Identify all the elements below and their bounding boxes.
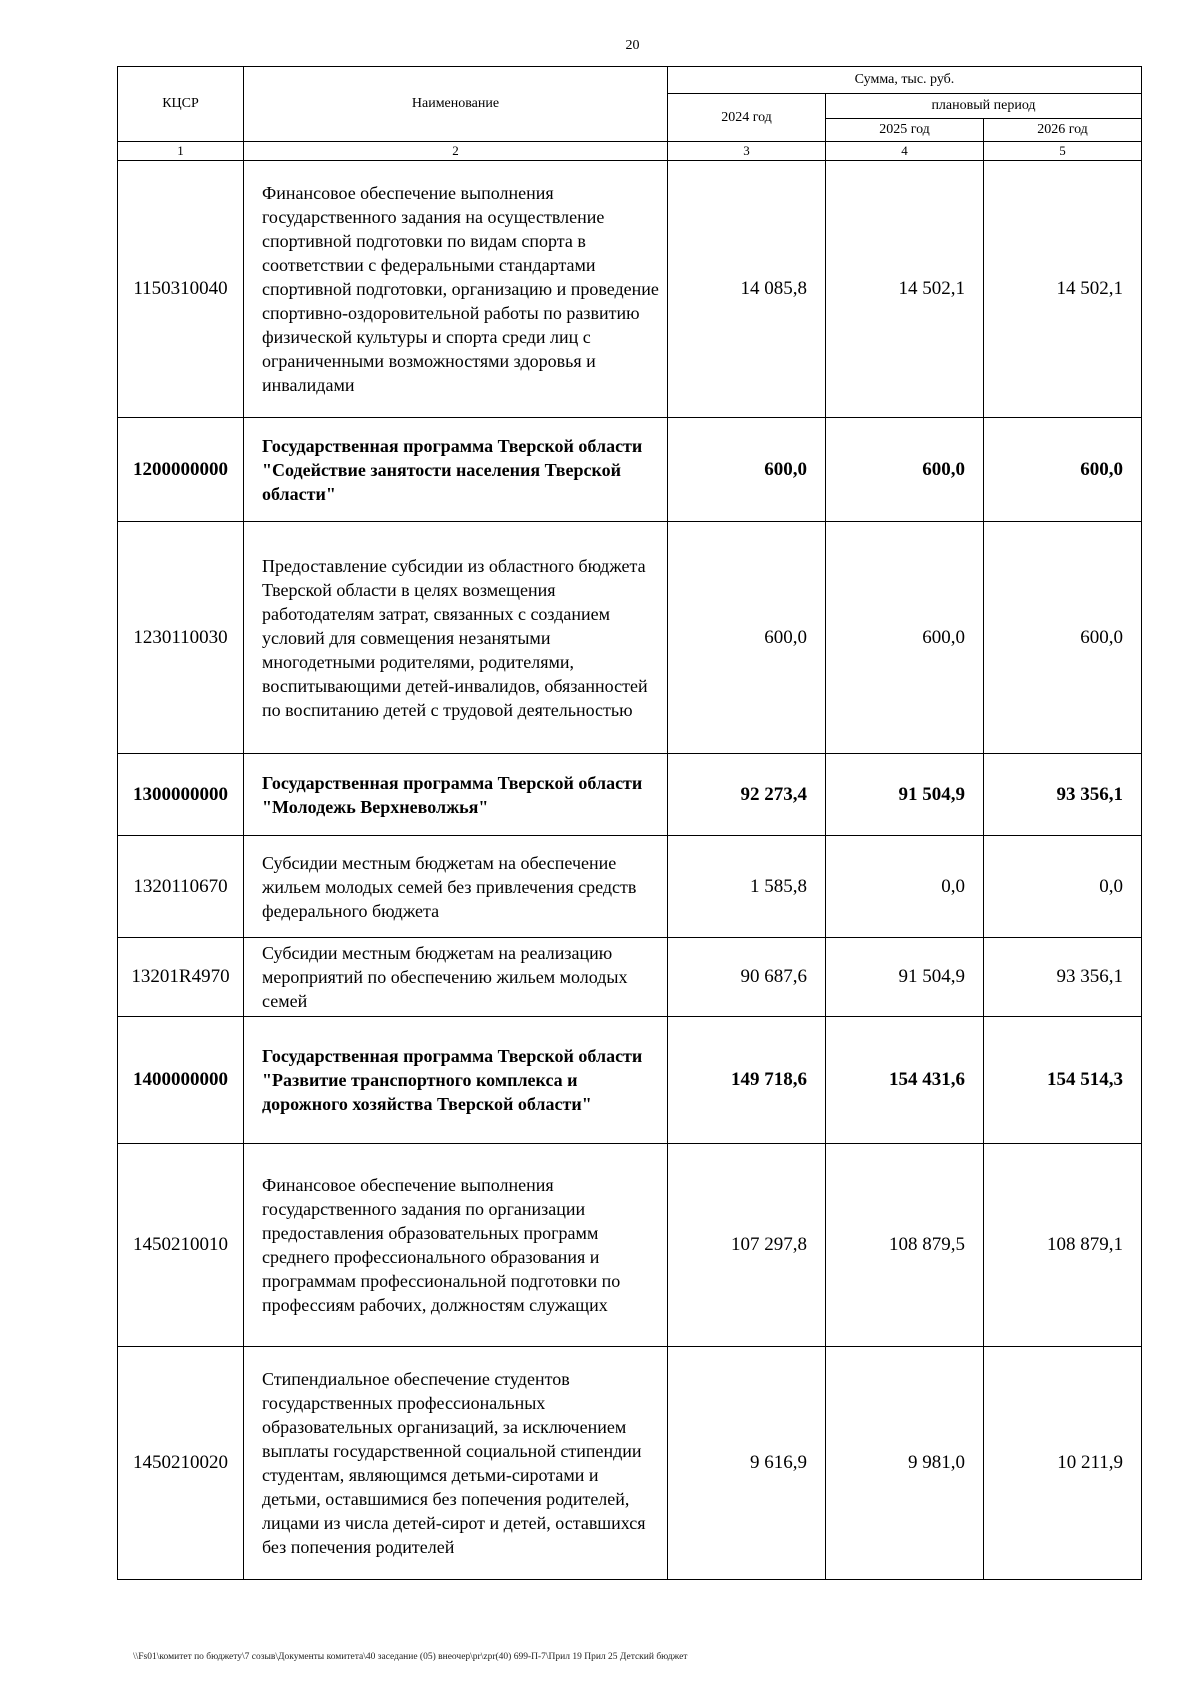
row-value-2024: 600,0 <box>668 418 826 522</box>
row-value-2025: 91 504,9 <box>826 938 984 1017</box>
row-value-2024: 14 085,8 <box>668 161 826 418</box>
column-number: 2 <box>244 142 668 161</box>
column-number: 3 <box>668 142 826 161</box>
row-value-2025: 600,0 <box>826 418 984 522</box>
row-name: Финансовое обеспечение выполнения государственного задания на осуществление спортивной подготовки по видам спорта в соответствии с федеральными стандартами спортивной подготовки, организацию и проведение спортивно-оздоровительной работы по развитию физической культуры и спорта среди лиц с ограниченными возможностями здоровья и инвалидами <box>244 161 668 418</box>
row-value-2025: 154 431,6 <box>826 1017 984 1144</box>
row-name: Стипендиальное обеспечение студентов государственных профессиональных образовательных организаций, за исключением выплаты государственной социальной стипендии студентам, являющимся детьми-сиротами и детьми, оставшимися без попечения родителей, лицами из числа детей-сирот и детей, оставшихся без попечения родителей <box>244 1347 668 1580</box>
column-number: 1 <box>118 142 244 161</box>
row-code: 1150310040 <box>118 161 244 418</box>
table-row <box>118 938 1142 1017</box>
row-code: 1200000000 <box>118 418 244 522</box>
row-value-2026: 154 514,3 <box>984 1017 1142 1144</box>
column-number: 4 <box>826 142 984 161</box>
row-value-2026: 600,0 <box>984 522 1142 754</box>
file-path-footer: \\Fs01\комитет по бюджету\7 созыв\Документы комитета\40 заседание (05) внеочер\pr\zpr(40) 699-П-7\Прил 19 Прил 25 Детский бюджет <box>133 1652 688 1662</box>
row-value-2026: 93 356,1 <box>984 938 1142 1017</box>
table-row <box>118 754 1142 836</box>
row-value-2026: 14 502,1 <box>984 161 1142 418</box>
row-value-2026: 108 879,1 <box>984 1144 1142 1347</box>
row-name: Субсидии местным бюджетам на обеспечение жильем молодых семей без привлечения средств федерального бюджета <box>244 836 668 938</box>
row-name: Государственная программа Тверской области "Молодежь Верхневолжья" <box>244 754 668 836</box>
row-name: Предоставление субсидии из областного бюджета Тверской области в целях возмещения работодателям затрат, связанных с созданием условий для совмещения незанятыми многодетными родителями, родителями, воспитывающими детей-инвалидов, обязанностей по воспитанию детей с трудовой деятельностью <box>244 522 668 754</box>
row-value-2025: 600,0 <box>826 522 984 754</box>
table-row <box>118 522 1142 754</box>
header-name: Наименование <box>244 67 668 142</box>
header-2024: 2024 год <box>668 94 826 142</box>
row-value-2024: 600,0 <box>668 522 826 754</box>
row-value-2024: 1 585,8 <box>668 836 826 938</box>
row-code: 1450210020 <box>118 1347 244 1580</box>
header-planned-period: плановый период <box>826 94 1142 119</box>
header-sum: Сумма, тыс. руб. <box>668 67 1142 94</box>
row-code: 1320110670 <box>118 836 244 938</box>
table-row <box>118 1144 1142 1347</box>
row-value-2025: 91 504,9 <box>826 754 984 836</box>
header-2026: 2026 год <box>984 119 1142 142</box>
row-code: 1230110030 <box>118 522 244 754</box>
row-code: 13201R4970 <box>118 938 244 1017</box>
row-value-2026: 600,0 <box>984 418 1142 522</box>
row-value-2026: 0,0 <box>984 836 1142 938</box>
row-code: 1450210010 <box>118 1144 244 1347</box>
header-code: КЦСР <box>118 67 244 142</box>
row-name: Финансовое обеспечение выполнения государственного задания по организации предоставления образовательных программ среднего профессионального образования и программам профессиональной подготовки по профессиям рабочих, должностям служащих <box>244 1144 668 1347</box>
row-value-2026: 10 211,9 <box>984 1347 1142 1580</box>
row-value-2024: 92 273,4 <box>668 754 826 836</box>
row-code: 1300000000 <box>118 754 244 836</box>
table-row <box>118 161 1142 418</box>
row-name: Субсидии местным бюджетам на реализацию мероприятий по обеспечению жильем молодых семей <box>244 938 668 1017</box>
row-value-2025: 108 879,5 <box>826 1144 984 1347</box>
row-value-2024: 9 616,9 <box>668 1347 826 1580</box>
budget-table <box>117 66 1142 1580</box>
column-number: 5 <box>984 142 1142 161</box>
table-row <box>118 1017 1142 1144</box>
table-row <box>118 418 1142 522</box>
table-row <box>118 836 1142 938</box>
row-name: Государственная программа Тверской области "Развитие транспортного комплекса и дорожного хозяйства Тверской области" <box>244 1017 668 1144</box>
row-value-2024: 149 718,6 <box>668 1017 826 1144</box>
row-name: Государственная программа Тверской области "Содействие занятости населения Тверской области" <box>244 418 668 522</box>
row-value-2025: 9 981,0 <box>826 1347 984 1580</box>
row-code: 1400000000 <box>118 1017 244 1144</box>
row-value-2024: 107 297,8 <box>668 1144 826 1347</box>
row-value-2024: 90 687,6 <box>668 938 826 1017</box>
row-value-2026: 93 356,1 <box>984 754 1142 836</box>
row-value-2025: 14 502,1 <box>826 161 984 418</box>
table-row <box>118 1347 1142 1580</box>
header-2025: 2025 год <box>826 119 984 142</box>
row-value-2025: 0,0 <box>826 836 984 938</box>
page-number: 20 <box>625 38 640 53</box>
